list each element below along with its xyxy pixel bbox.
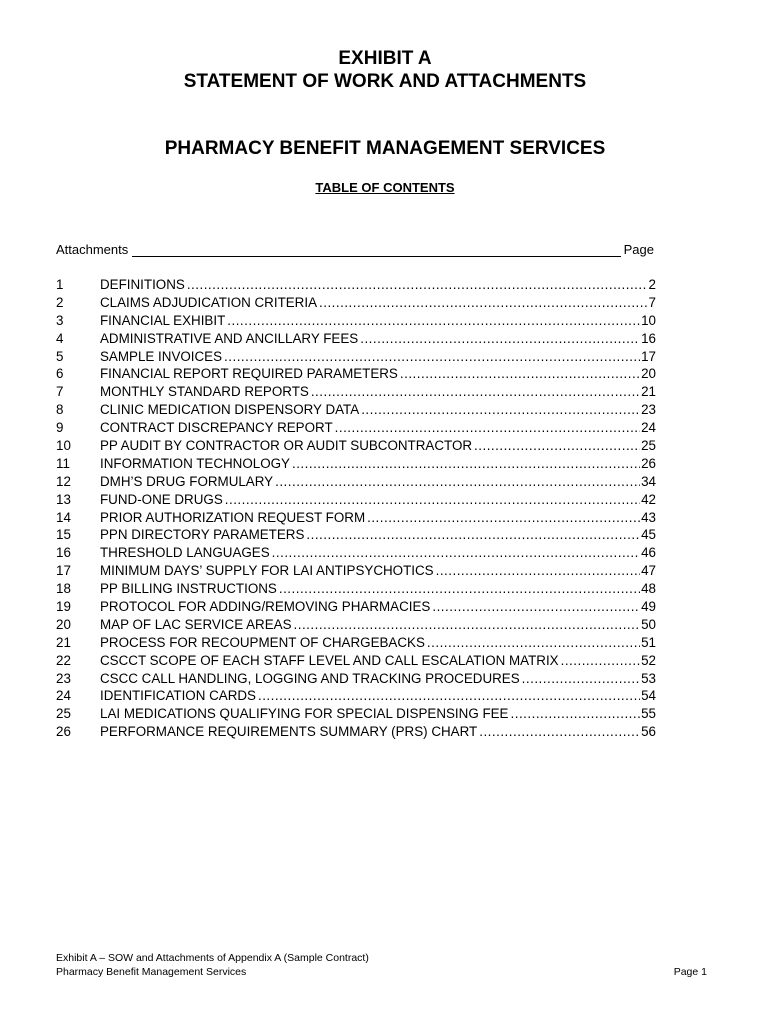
toc-attachment-number: 17 (56, 563, 71, 579)
toc-entry (100, 383, 656, 401)
toc-entry (100, 634, 656, 652)
toc-row[interactable] (56, 294, 656, 312)
toc-page-number: 47 (641, 563, 656, 579)
toc-row[interactable] (56, 723, 656, 741)
toc-row[interactable] (56, 705, 656, 723)
toc-entry-title: FINANCIAL REPORT REQUIRED PARAMETERS (100, 366, 398, 382)
toc-row[interactable] (56, 526, 656, 544)
toc-entry-title: PP BILLING INSTRUCTIONS (100, 581, 277, 597)
toc-entry (100, 616, 656, 634)
toc-attachment-number: 22 (56, 652, 71, 668)
toc-row[interactable] (56, 634, 656, 652)
toc-attachment-number: 3 (56, 312, 64, 328)
toc-dot-leader (225, 491, 640, 509)
toc-entry (100, 687, 656, 705)
toc-entry-title: CSCCT SCOPE OF EACH STAFF LEVEL AND CALL ESCALATION MATRIX (100, 652, 559, 668)
toc-entry-title: THRESHOLD LANGUAGES (100, 545, 270, 561)
toc-attachment-number: 5 (56, 348, 64, 364)
toc-entry (100, 419, 656, 437)
toc-attachment-number: 10 (56, 438, 71, 454)
toc-page-number: 24 (641, 420, 656, 436)
column-header-rule (132, 256, 621, 257)
toc-entry-title: DMH’S DRUG FORMULARY (100, 473, 274, 489)
toc-dot-leader (311, 383, 640, 401)
toc-attachment-number: 7 (56, 384, 64, 400)
toc-entry-title: MINIMUM DAYS’ SUPPLY FOR LAI ANTIPSYCHOTICS (100, 563, 434, 579)
toc-row[interactable] (56, 437, 656, 455)
toc-dot-leader (522, 670, 640, 688)
toc-row[interactable] (56, 330, 656, 348)
toc-dot-leader (479, 723, 640, 741)
toc-page-number: 34 (641, 473, 656, 489)
toc-attachment-number: 6 (56, 366, 64, 382)
toc-attachment-number: 18 (56, 581, 71, 597)
toc-entry (100, 348, 656, 366)
toc-attachment-number: 25 (56, 706, 71, 722)
toc-entry-title: IDENTIFICATION CARDS (100, 688, 256, 704)
toc-row[interactable] (56, 455, 656, 473)
toc-row[interactable] (56, 687, 656, 705)
column-label-attachments: Attachments (56, 242, 129, 257)
toc-entry (100, 473, 656, 491)
toc-page-number: 21 (641, 384, 656, 400)
toc-row[interactable] (56, 509, 656, 527)
toc-dot-leader (187, 276, 648, 294)
toc-entry-title: SAMPLE INVOICES (100, 348, 223, 364)
toc-row[interactable] (56, 616, 656, 634)
toc-entry-title: INFORMATION TECHNOLOGY (100, 455, 290, 471)
toc-row[interactable] (56, 383, 656, 401)
toc-entry (100, 652, 656, 670)
toc-row[interactable] (56, 276, 656, 294)
toc-dot-leader (474, 437, 640, 455)
toc-row[interactable] (56, 670, 656, 688)
toc-row[interactable] (56, 598, 656, 616)
toc-row[interactable] (56, 652, 656, 670)
toc-entry (100, 705, 656, 723)
toc-attachment-number: 11 (56, 455, 70, 471)
toc-attachment-number: 4 (56, 330, 64, 346)
toc-page-number: 55 (641, 706, 656, 722)
toc-dot-leader (272, 544, 640, 562)
toc-attachment-number: 24 (56, 688, 71, 704)
toc-entry-title: FINANCIAL EXHIBIT (100, 312, 226, 328)
toc-entry-title: PPN DIRECTORY PARAMETERS (100, 527, 305, 543)
toc-dot-leader (306, 526, 640, 544)
toc-dot-leader (432, 598, 640, 616)
toc-row[interactable] (56, 491, 656, 509)
toc-page-number: 7 (648, 294, 656, 310)
toc-entry-title: DEFINITIONS (100, 277, 185, 292)
toc-page-number: 56 (641, 724, 656, 740)
toc-entry (100, 455, 656, 473)
toc-page-number: 51 (641, 634, 656, 650)
document-subtitle: PHARMACY BENEFIT MANAGEMENT SERVICES (164, 138, 606, 159)
toc-dot-leader (436, 562, 641, 580)
toc-page-number: 42 (641, 491, 656, 507)
page-footer (56, 951, 369, 979)
footer-line-1: Exhibit A – SOW and Attachments of Appendix A (Sample Contract) (56, 952, 369, 964)
toc-heading-text: TABLE OF CONTENTS (315, 180, 455, 195)
toc-entry (100, 312, 656, 330)
toc-entry (100, 401, 656, 419)
toc-dot-leader (279, 580, 640, 598)
toc-attachment-number: 12 (56, 473, 71, 489)
toc-dot-leader (319, 294, 648, 312)
toc-entry (100, 544, 656, 562)
toc-dot-leader (224, 348, 640, 366)
title-statement-of-work: STATEMENT OF WORK AND ATTACHMENTS (183, 71, 587, 92)
toc-entry (100, 598, 656, 616)
title-exhibit: EXHIBIT A (338, 48, 432, 69)
toc-attachment-number: 16 (56, 545, 71, 561)
toc-row[interactable] (56, 419, 656, 437)
toc-dot-leader (335, 419, 640, 437)
column-label-page: Page (623, 242, 654, 257)
toc-entry-title: CSCC CALL HANDLING, LOGGING AND TRACKING PROCEDURES (100, 670, 520, 686)
toc-row[interactable] (56, 312, 656, 330)
toc-page-number: 54 (641, 688, 656, 704)
toc-entry-title: CONTRACT DISCREPANCY REPORT (100, 420, 333, 436)
toc-row[interactable] (56, 348, 656, 366)
toc-entry-title: CLINIC MEDICATION DISPENSORY DATA (100, 402, 360, 418)
toc-entry (100, 580, 656, 598)
toc-column-header (56, 241, 654, 258)
toc-page-number: 16 (641, 330, 656, 346)
toc-entry (100, 294, 656, 312)
toc-entry-title: PRIOR AUTHORIZATION REQUEST FORM (100, 509, 366, 525)
toc-page-number: 20 (641, 366, 656, 382)
toc-dot-leader (292, 455, 640, 473)
toc-entry (100, 509, 656, 527)
toc-dot-leader (294, 616, 641, 634)
toc-entry-title: ADMINISTRATIVE AND ANCILLARY FEES (100, 330, 359, 346)
toc-heading (0, 180, 770, 196)
toc-page-number: 53 (641, 670, 656, 686)
toc-attachment-number: 9 (56, 420, 64, 436)
toc-dot-leader (360, 330, 640, 348)
toc-entry (100, 330, 656, 348)
toc-entry (100, 276, 656, 294)
toc-entry-title: PP AUDIT BY CONTRACTOR OR AUDIT SUBCONTRACTOR (100, 438, 473, 454)
toc-attachment-number: 15 (56, 527, 71, 543)
toc-page-number: 45 (641, 527, 656, 543)
toc-attachment-number: 20 (56, 616, 71, 632)
toc-dot-leader (361, 401, 640, 419)
toc-row[interactable] (56, 401, 656, 419)
toc-row[interactable] (56, 562, 656, 580)
toc-page-number: 52 (641, 652, 656, 668)
toc-page-number: 48 (641, 581, 656, 597)
footer-line-2: Pharmacy Benefit Management Services (56, 966, 247, 978)
toc-attachment-number: 19 (56, 599, 71, 615)
toc-dot-leader (227, 312, 640, 330)
toc-entry (100, 562, 656, 580)
toc-page-number: 2 (648, 277, 656, 292)
toc-attachment-number: 2 (56, 294, 64, 310)
toc-attachment-number: 1 (56, 277, 64, 292)
toc-row[interactable] (56, 365, 656, 383)
toc-dot-leader (427, 634, 640, 652)
toc-page-number: 10 (641, 312, 656, 328)
toc-entry-title: PROTOCOL FOR ADDING/REMOVING PHARMACIES (100, 599, 431, 615)
toc-dot-leader (561, 652, 640, 670)
toc-entry-title: MAP OF LAC SERVICE AREAS (100, 616, 292, 632)
toc-entry-title: MONTHLY STANDARD REPORTS (100, 384, 309, 400)
toc-page-number: 17 (641, 348, 656, 364)
toc-attachment-number: 8 (56, 402, 64, 418)
toc-page-number: 50 (641, 616, 656, 632)
toc-list (56, 276, 656, 741)
toc-dot-leader (511, 705, 641, 723)
toc-entry-title: PERFORMANCE REQUIREMENTS SUMMARY (PRS) CHART (100, 724, 478, 740)
toc-attachment-number: 23 (56, 670, 71, 686)
toc-entry (100, 491, 656, 509)
toc-entry-title: LAI MEDICATIONS QUALIFYING FOR SPECIAL DISPENSING FEE (100, 706, 509, 722)
toc-page-number: 46 (641, 545, 656, 561)
toc-dot-leader (367, 509, 640, 527)
toc-entry (100, 670, 656, 688)
toc-dot-leader (275, 473, 640, 491)
toc-entry (100, 365, 656, 383)
toc-attachment-number: 14 (56, 509, 71, 525)
toc-row[interactable] (56, 544, 656, 562)
page-number: Page 1 (673, 966, 707, 978)
toc-page-number: 25 (641, 438, 656, 454)
toc-page-number: 49 (641, 599, 656, 615)
toc-row[interactable] (56, 473, 656, 491)
toc-entry-title: CLAIMS ADJUDICATION CRITERIA (100, 294, 318, 310)
toc-entry (100, 526, 656, 544)
toc-row[interactable] (56, 580, 656, 598)
toc-entry-title: FUND-ONE DRUGS (100, 491, 223, 507)
toc-page-number: 26 (641, 455, 656, 471)
toc-attachment-number: 26 (56, 724, 71, 740)
toc-entry-title: PROCESS FOR RECOUPMENT OF CHARGEBACKS (100, 634, 425, 650)
toc-dot-leader (258, 687, 640, 705)
toc-page-number: 43 (641, 509, 656, 525)
toc-attachment-number: 13 (56, 491, 71, 507)
toc-page-number: 23 (641, 402, 656, 418)
toc-entry (100, 723, 656, 741)
toc-entry (100, 437, 656, 455)
toc-attachment-number: 21 (56, 634, 71, 650)
toc-dot-leader (400, 365, 640, 383)
